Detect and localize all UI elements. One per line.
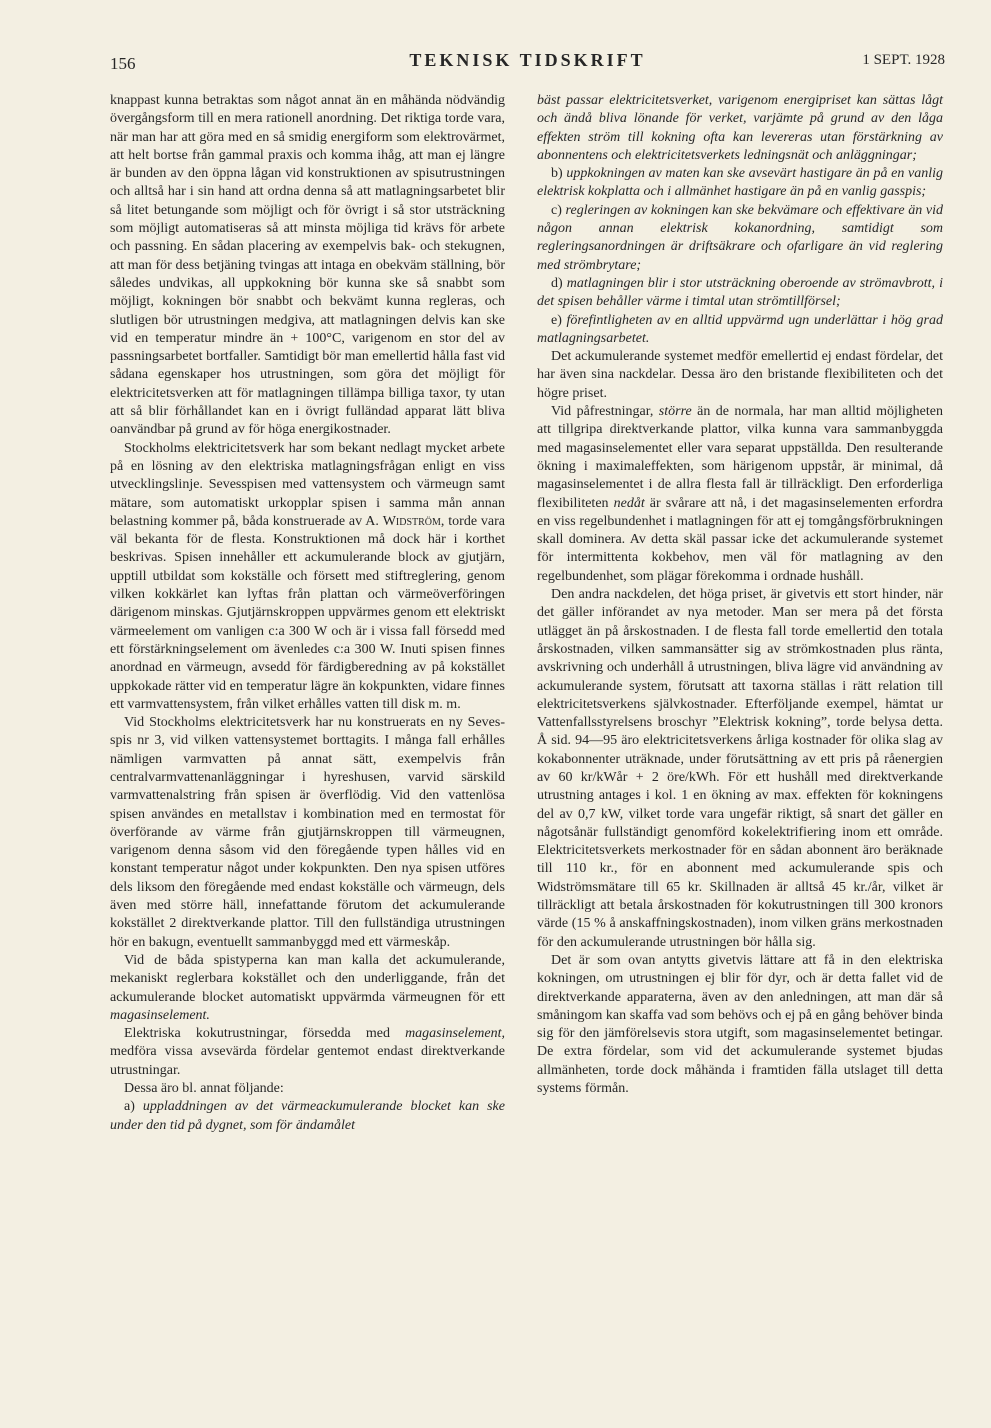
paragraph: Elektriska kokutrustningar, försedda med magasinselement, medföra vissa avsevärda fördelar gentemot endast direktverkande utrustningar. <box>110 1026 505 1078</box>
journal-title: TEKNISK TIDSKRIFT <box>409 50 646 70</box>
page-header <box>110 48 945 78</box>
list-item: e) förefintligheten av en alltid uppvärmd ugn underlättar i hög grad matlagningsarbetet. <box>537 312 943 346</box>
paragraph: Dessa äro bl. annat följande: <box>124 1081 284 1097</box>
list-item: d) matlagningen blir i stor utsträckning oberoende av strömavbrott, i det spisen behåller värme i timtal utan strömtillförsel; <box>537 275 943 310</box>
right-column <box>537 92 943 1098</box>
page-number: 156 <box>110 54 136 73</box>
left-column <box>110 92 505 1135</box>
paragraph: knappast kunna betraktas som något annat än en måhända nödvändig övergångsform till en mera rationell anordning. Det riktiga torde vara, när man har att göra med en så smidig energiform som elektrovärmet, att helt bortse från gammal praxis och komma ihåg, att man ej längre är bunden av den öppna lågan vid konstruktionen av spisutrustningen och alltså har i sin hand att ordna denna så att matlagningsarbetet blir så litet betungande som möjligt och för övrigt i så stor utsträckning som möjligt automatiseras så att minsta möjliga tid krävs för arbete och passning. En sådan placering av exempelvis bak- och stekugnen, att man för dess betjäning tvingas att intaga en obekväm ställning, bör således undvikas, all uppkokning bör kunna ske så snabbt som möjligt, kokningen bör snabbt och bekvämt kunna regleras, och slutligen bör utrustningen medgiva, att matlagningen delvis kan ske vid en temperatur mindre än + 100°C, varigenom en stor del av passningsarbetet bortfaller. Samtidigt bör man emellertid hålla fast vid sådana egenskaper hos utrustningen, som göra det möjligt för elektricitetsverken att för matlagningen tillämpa billiga taxor, ty utan att så blir förhållandet kan en i övrigt fulländad apparat lätt bliva oanvändbar på grund av för höga energikostnader. <box>110 93 505 438</box>
paragraph: Det är som ovan antytts givetvis lättare att få in den elektriska kokningen, om utrustningen ej blir för dyr, och är detta fallet vid de direktverkande apparaterna, även av den anledningen, att man där så småningom kan skaffa vad som behövs och ej på en gång behöver binda sig för den jämförelsevis stora utgift, som magasinselementet betingar. De extra fördelar, som vid det ackumulerande systemet bjudas allmänheten, torde dock måhända i framtiden fälla utslaget till detta systems förmån. <box>537 952 943 1097</box>
list-item-continued: bäst passar elektricitetsverket, varigenom energipriset kan sättas lågt och ändå bliva lönande för verket, varjämte på grund av den låga effekten ström till kokning ofta kan levereras utan förstärkning av abonnentens och elektricitetsverkets ledningsnät och anläggningar; <box>537 93 943 163</box>
paragraph: Stockholms elektricitetsverk har som bekant nedlagt mycket arbete på en lösning av den elektriska matlagningsfrågan enligt en viss utvecklingslinje. Sevesspisen med vattensystem och värmeugn samt mätare, som automatiskt urkopplar spisen i samma mån annan belastning kommer på, båda konstruerade av A. Widström, torde vara väl bekanta för de flesta. Konstruktionen må dock här i korthet beskrivas. Spisen innehåller ett ackumulerande block av gjutjärn, upptill utbildat som kokställe och försett med stiftreglering, genom vilken kokkärlet kan lyftas från plattan och värmeöverföringen därigenom minskas. Gjutjärnskroppen uppvärmes genom ett elektriskt värmeelement om vanligen c:a 300 W och är i vissa fall försedd med ett förstärkningselement om ävenledes c:a 300 W. Inuti spisen finnes anordnad en värmeugn, avsedd för färdigberedning av på kokstället uppkokade rätter vid en temperatur lägre än kokpunkten, vidare finnes ett varmvattensystem, från vilket erhålles vatten till disk m. m. <box>110 440 505 712</box>
paragraph: Vid Stockholms elektricitetsverk har nu konstruerats en ny Seves-spis nr 3, vid vilken vattensystemet borttagits. I många fall erhålles nämligen varmvatten på annat sätt, exempelvis från centralvarmvattenanläggningar i hyreshusen, varvid särskild varmvattenalstring från spisen är överflödig. Vid den vattenlösa spisen användes en metallstav i kombination med en termostat för överförande av värme från gjutjärnskroppen till värmeugnen, varigenom denna såsom vid den föregående typen hålles vid en konstant temperatur något under kokpunkten. Den nya spisen utföres dels liksom den föregående med endast kokställe och värmeugn, dels även med större häll, innefattande förutom det ackumulerande kokstället 2 direktverkande plattor. Till den fullständiga utrustningen hör en bakugn, eventuellt sammanbyggd med ett värmeskåp. <box>110 715 505 950</box>
paragraph: Vid de båda spistyperna kan man kalla det ackumulerande, mekaniskt reglerbara kokstället och den underliggande, från det ackumulerande blocket automatiskt uppvärmda värmeugnen för ett magasinselement. <box>110 952 505 1023</box>
paragraph: Den andra nackdelen, det höga priset, är givetvis ett stort hinder, när det gäller införandet av nya metoder. Man ser mera på det första utlägget än på årskostnaden. I de flesta fall torde emellertid den totala årskostnaden, vilken sammansätter sig av strömkostnaden plus ränta, avskrivning och underhåll å utrustningen, bliva lägre vid användning av ackumulerande system, förutsatt att taxorna ställas i rätt relation till elektricitetsverkens självkostnader. Efterföljande exempel, hämtat ur Vattenfallsstyrelsens broschyr ”Elektrisk kokning”, torde belysa detta. Å sid. 94—95 äro elektricitetsverkens årliga kostnader för olika slag av kokabonnenter uträknade, under förutsättning av ett pris på råenergien av 60 kr/kWår + 2 öre/kWh. För ett hushåll med direktverkande utrustning antages i kol. 1 en ökning av max. effekten för kokningens del av 0,7 kW, vilket torde vara ungefär riktigt, så snart det gäller en någotsånär fullständigt genomförd kokelektrifiering inom ett område. Elektricitetsverkets merkostnader för en sådan abonnent äro beräknade till 110 kr., för en abonnent med ackumulerande spis och Widströmsmätare till 65 kr. Skillnaden är alltså 45 kr./år, vilket är tillräckligt att betala årskostnaden för kokutrustningen till 300 kronors värde (15 % å anskaffningskostnaden), inom vilken gräns merkostnaden för den ackumulerande utrustningen bör hålla sig. <box>537 587 943 950</box>
paragraph: Vid påfrestningar, större än de normala, har man alltid möjligheten att tillgripa direktverkande plattor, vilka kunna vara sammanbyggda med magasinselementet eller vara separat uppställda. Den resulterande ökning i maximaleffekten, som härigenom uppstår, är minimal, då magasinselementet i de allra flesta fall är tillräckligt. Den erforderliga flexibiliteten nedåt är svårare att nå, i det magasinselementen erfordra en viss regelbundenhet i matlagningen för att ej tomgångsförbrukningen skall dominera. Av detta skäl passar icke det ackumulerande systemet för intermittenta kokbehov, men väl för matlagning av den regelbundenhet, som plägar förekomma i ordnade hushåll. <box>537 404 943 584</box>
paragraph: Det ackumulerande systemet medför emellertid ej endast fördelar, det har även sina nackdelar. Dessa äro den bristande flexibiliteten och det högre priset. <box>537 349 943 401</box>
author-name: Widström <box>382 513 441 529</box>
list-item: a) uppladdningen av det värmeackumulerande blocket kan ske under den tid på dygnet, som för ändamålet <box>110 1099 505 1133</box>
issue-date: 1 SEPT. 1928 <box>862 52 945 68</box>
list-item: b) uppkokningen av maten kan ske avsevärt hastigare än på en vanlig elektrisk kokplatta och i allmänhet hastigare än på en vanlig gasspis; <box>537 166 943 200</box>
list-item: c) regleringen av kokningen kan ske bekvämare och effektivare än vid någon annan elektrisk kokanordning, samtidigt som regleringsanordningen är driftsäkrare och ofarligare än vid reglering med strömbrytare; <box>537 202 943 273</box>
